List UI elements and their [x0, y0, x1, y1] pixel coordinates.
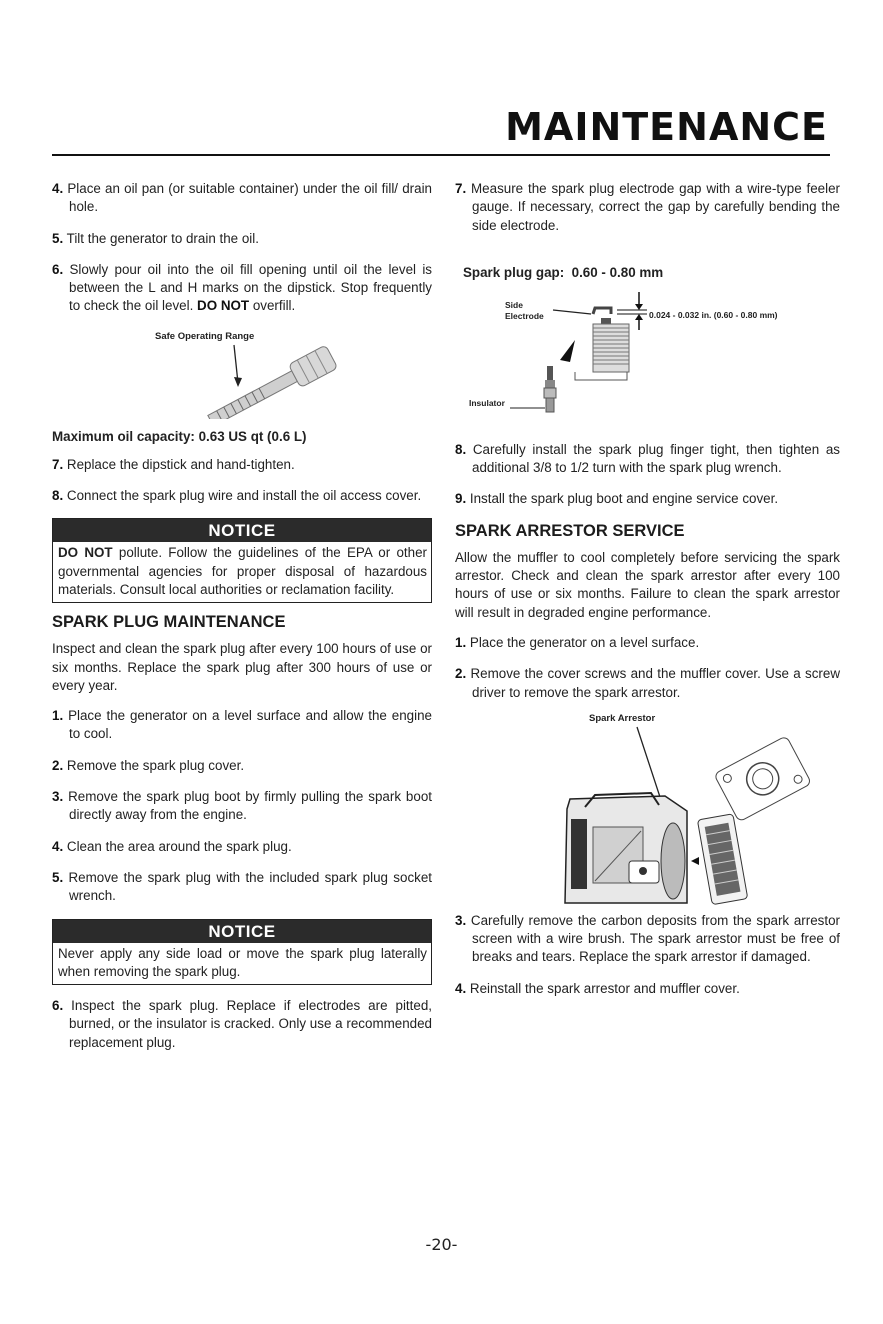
left-column [52, 180, 432, 1065]
step-4-oil-pan: 4. Place an oil pan (or suitable container) under the oil fill/ drain hole. [52, 181, 432, 215]
page-number: -20- [425, 1235, 458, 1254]
right-column [455, 180, 840, 1011]
step-5-remove-plug: 5. Remove the spark plug with the included spark plug socket wrench. [52, 869, 432, 904]
step-2-remove-cover: 2. Remove the spark plug cover. [52, 757, 245, 773]
step-4-clean-area: 4. Clean the area around the spark plug. [52, 838, 292, 854]
spark-plug-gap: Spark plug gap: 0.60 - 0.80 mm [463, 264, 664, 280]
side-label: Side [505, 299, 523, 310]
spark-arrestor-intro: Allow the muffler to cool completely before servicing the spark arrestor. Check and clean the spark arrestor after every 100 hours of use or six months. Failure to clean the spark arrestor will result in degraded engine performance. [455, 549, 840, 620]
notice-text: DO NOT pollute. Follow the guidelines of the EPA or other governmental agencies for proper disposal of hazardous materials. Consult local authorities or reclamation facility. [58, 545, 427, 597]
step-1-level-surface: 1. Place the generator on a level surface and allow the engine to cool. [52, 708, 432, 742]
step-3-clean-carbon: 3. Carefully remove the carbon deposits from the spark arrestor screen with a wire brush. The spark arrestor must be free of breaks and tears. Replace the spark arrestor if damaged. [455, 912, 840, 965]
step-3-remove-boot: 3. Remove the spark plug boot by firmly pulling the spark boot directly away from the engine. [52, 789, 432, 823]
notice-pollution [52, 518, 432, 603]
step-8-install-plug: 8. Carefully install the spark plug finger tight, then tighten as additional 3/8 to 1/2 turn with the spark plug wrench. [455, 441, 840, 476]
notice-side-load [52, 919, 432, 986]
gap-measure-label: 0.024 - 0.032 in. (0.60 - 0.80 mm) [649, 309, 778, 320]
dipstick-figure [52, 327, 432, 419]
step-6-pour-oil: 6. Slowly pour oil into the oil fill opening until oil the level is between the L and H marks on the dipstick. Stop frequently to check the oil level. DO NOT overfill. [52, 261, 432, 314]
step-6-inspect: 6. Inspect the spark plug. Replace if electrodes are pitted, burned, or the insulator is cracked. Only use a recommended replacement plug. [52, 998, 432, 1050]
spark-arrestor-heading: SPARK ARRESTOR SERVICE [455, 521, 685, 540]
max-oil-capacity: Maximum oil capacity: 0.63 US qt (0.6 L) [52, 428, 307, 444]
notice-title: NOTICE [53, 920, 431, 943]
step-5-tilt: 5. Tilt the generator to drain the oil. [52, 230, 259, 246]
notice-text: Never apply any side load or move the spark plug laterally when removing the spark plug. [58, 945, 427, 979]
step-1-level: 1. Place the generator on a level surface. [455, 634, 700, 650]
spark-plug-figure [455, 280, 840, 435]
spark-arrestor-figure [455, 711, 840, 916]
notice-title: NOTICE [53, 519, 431, 542]
insulator-label: Insulator [469, 397, 505, 408]
spark-arrestor-label: Spark Arrestor [589, 712, 656, 724]
step-9-install-boot: 9. Install the spark plug boot and engine service cover. [455, 491, 779, 507]
step-2-remove-muffler: 2. Remove the cover screws and the muffler cover. Use a screw driver to remove the spark arrestor. [455, 666, 840, 700]
title-rule [52, 154, 830, 156]
spark-plug-intro: Inspect and clean the spark plug after every 100 hours of use or six months. Replace the spark plug after 300 hours of use or every year. [52, 641, 432, 693]
step-7-dipstick: 7. Replace the dipstick and hand-tighten. [52, 456, 295, 472]
page-title: MAINTENANCE [505, 105, 828, 149]
generator-illustration [455, 711, 840, 916]
step-4-reinstall: 4. Reinstall the spark arrestor and muffler cover. [455, 980, 740, 996]
step-8-spark-wire: 8. Connect the spark plug wire and install the oil access cover. [52, 488, 422, 504]
step-7-measure-gap: 7. Measure the spark plug electrode gap with a wire-type feeler gauge. If necessary, correct the gap by carefully bending the side electrode. [455, 181, 840, 233]
electrode-label: Electrode [505, 310, 544, 321]
safe-operating-range-label: Safe Operating Range [155, 330, 255, 342]
spark-plug-heading: SPARK PLUG MAINTENANCE [52, 613, 286, 632]
